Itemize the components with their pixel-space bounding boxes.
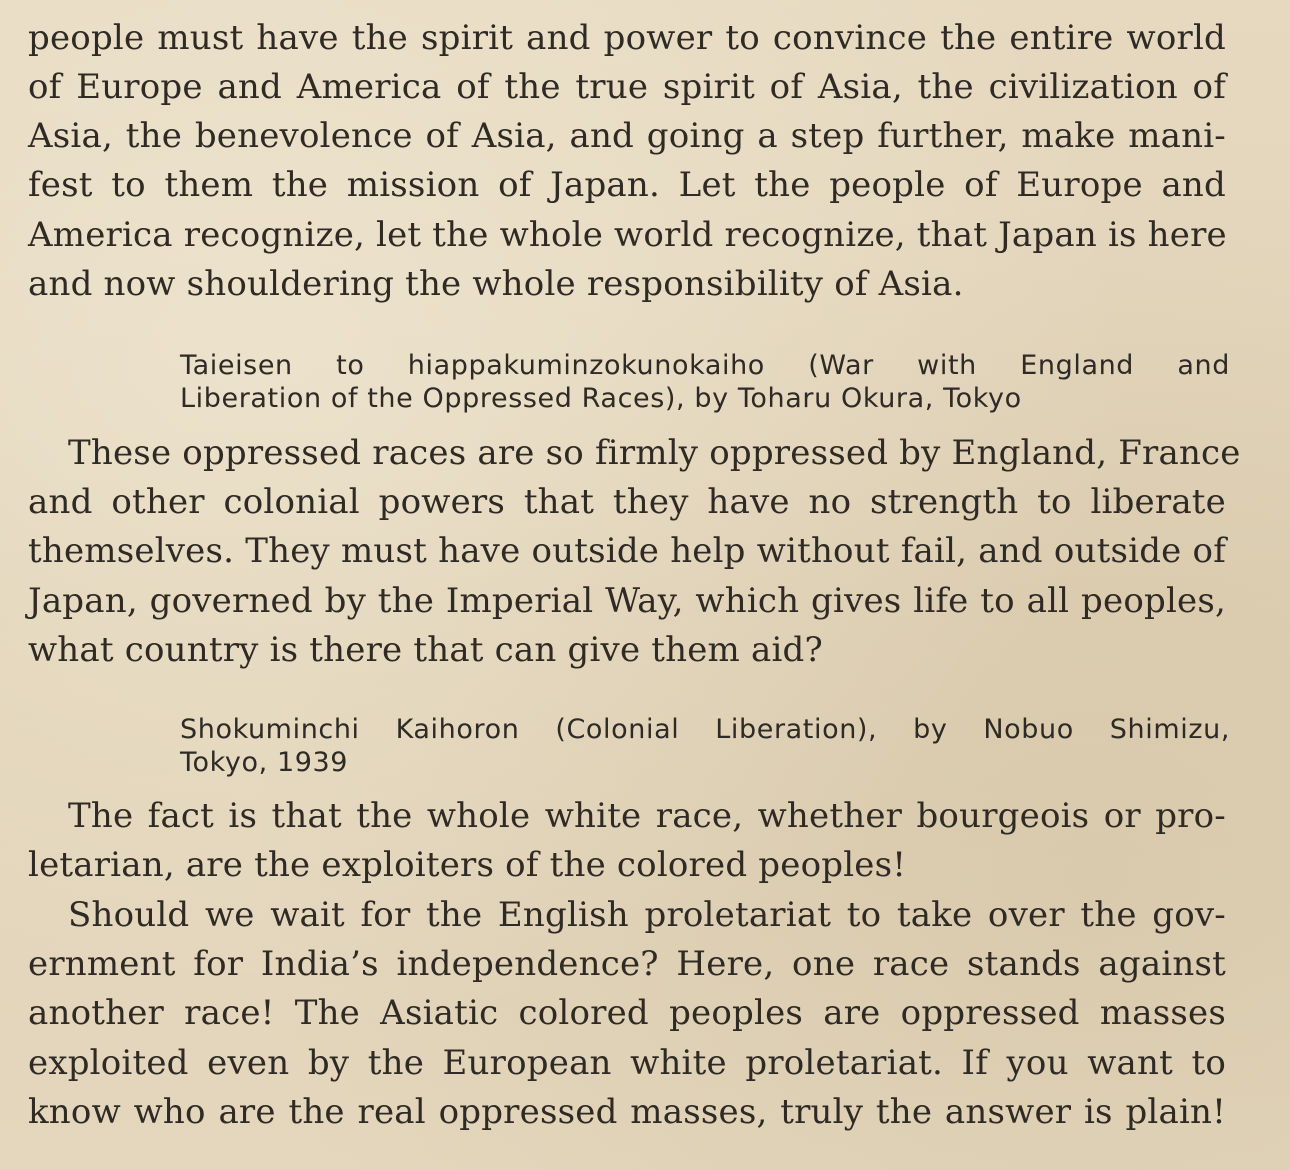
text-line: another race! The Asiatic colored peoples are oppressed masses bbox=[28, 993, 1226, 1033]
text-line: people must have the spirit and power to convince the entire world bbox=[28, 18, 1226, 58]
text-line: Should we wait for the English proletariat to take over the gov- bbox=[68, 895, 1226, 935]
text-line: The fact is that the whole white race, whether bourgeois or pro- bbox=[68, 796, 1226, 836]
citation-line: Shokuminchi Kaihoron (Colonial Liberation), by Nobuo Shimizu, bbox=[180, 714, 1230, 745]
text-line: These oppressed races are so firmly oppressed by England, France bbox=[68, 433, 1241, 473]
citation-line: Liberation of the Oppressed Races), by Toharu Okura, Tokyo bbox=[180, 383, 1022, 414]
text-line: what country is there that can give them aid? bbox=[28, 630, 823, 670]
text-line: America recognize, let the whole world recognize, that Japan is here bbox=[28, 215, 1227, 255]
citation-line: Tokyo, 1939 bbox=[180, 747, 349, 778]
text-line: fest to them the mission of Japan. Let the people of Europe and bbox=[28, 165, 1226, 205]
text-line: and other colonial powers that they have no strength to liberate bbox=[28, 482, 1226, 522]
text-line: exploited even by the European white proletariat. If you want to bbox=[28, 1043, 1226, 1083]
text-line: letarian, are the exploiters of the colored peoples! bbox=[28, 845, 907, 885]
text-line: of Europe and America of the true spirit of Asia, the civilization of bbox=[28, 67, 1226, 107]
text-line: know who are the real oppressed masses, truly the answer is plain! bbox=[28, 1092, 1226, 1132]
text-line: themselves. They must have outside help without fail, and outside of bbox=[28, 531, 1226, 571]
text-line: Asia, the benevolence of Asia, and going a step further, make mani- bbox=[28, 116, 1226, 156]
text-line: Japan, governed by the Imperial Way, which gives life to all peoples, bbox=[28, 581, 1226, 621]
text-line: ernment for India’s independence? Here, one race stands against bbox=[28, 944, 1226, 984]
citation-line: Taieisen to hiappakuminzokunokaiho (War with England and bbox=[180, 350, 1230, 381]
text-line: and now shouldering the whole responsibility of Asia. bbox=[28, 264, 964, 304]
